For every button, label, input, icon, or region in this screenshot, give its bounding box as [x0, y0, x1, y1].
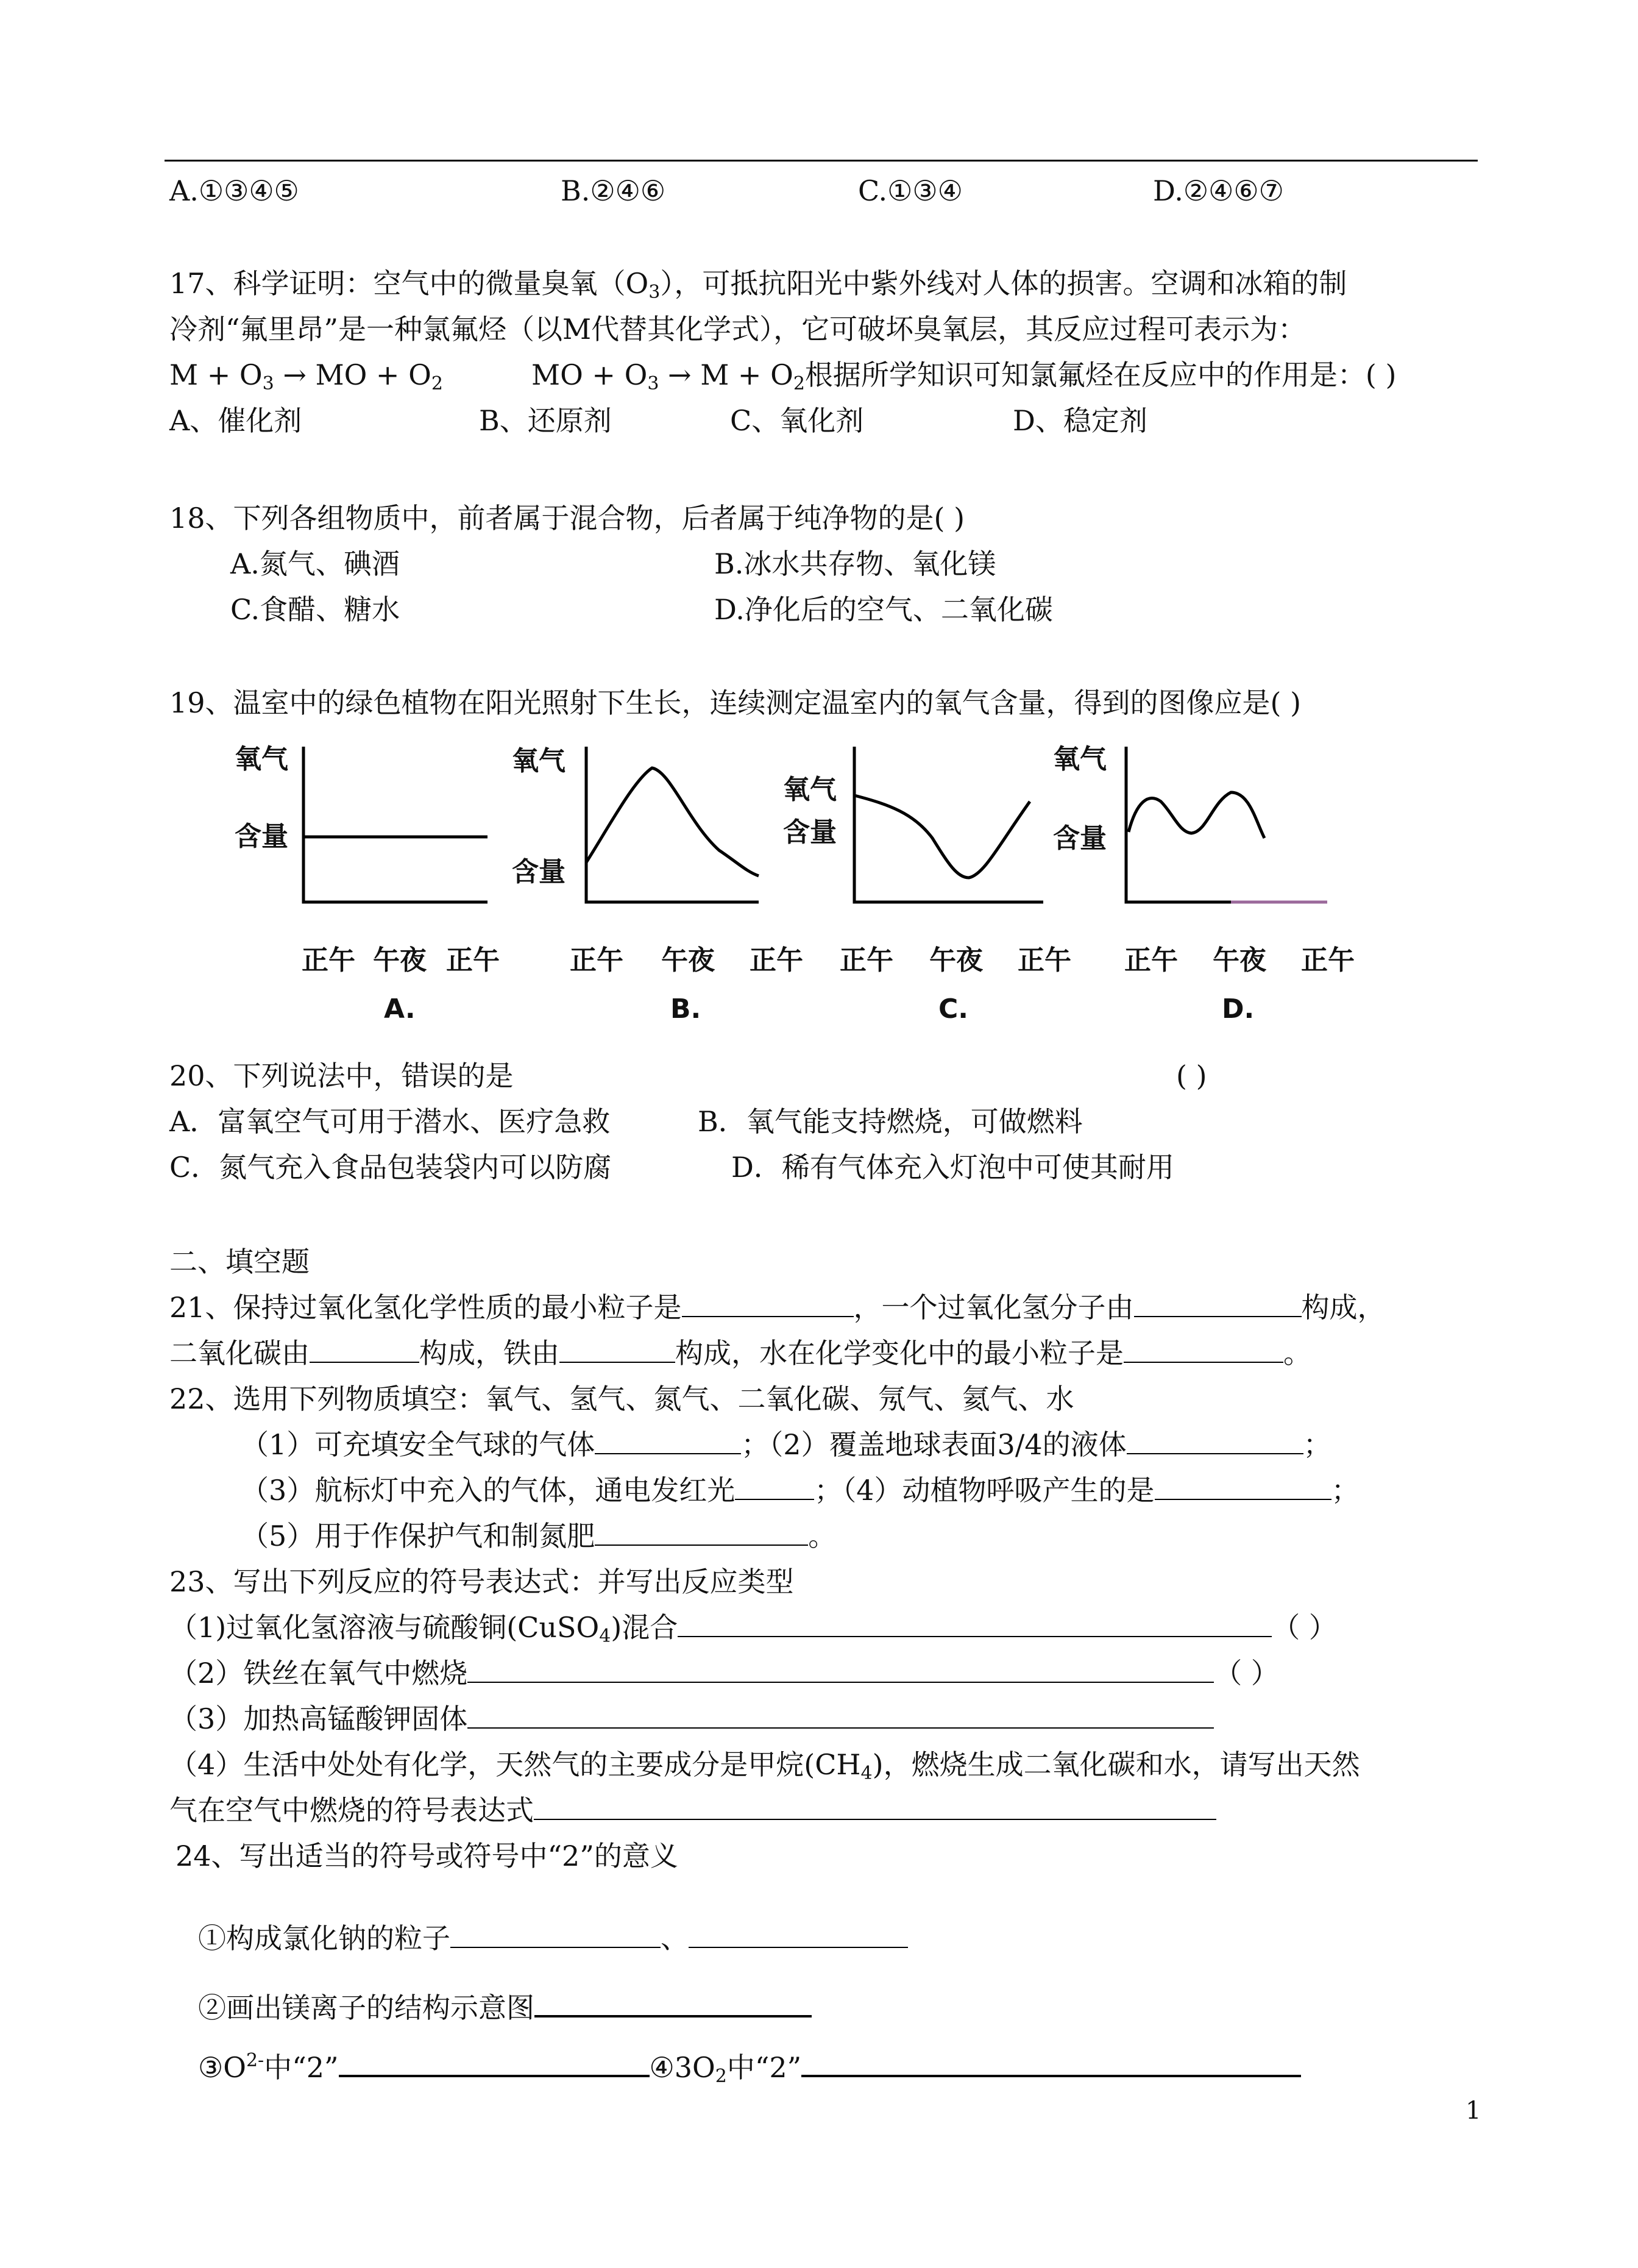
q17-equation-2: MO + $O_3 \to M + O_2$根据所学知识可知氯氟烃在反应中的作用是：( )	[531, 358, 1397, 394]
graph-d-x-label-3: 正午	[1301, 945, 1355, 976]
graph-c-x-label-1: 正午	[840, 945, 893, 976]
q21-blank-4[interactable]	[559, 1335, 675, 1363]
q17-equation-1: $M + O_3$ → MO + $O_2$	[169, 358, 443, 394]
q23-line4: （4）生活中处处有化学，天然气的主要成分是甲烷$(CH_4)$，燃烧生成二氧化碳和水，请写出天然	[169, 1748, 1360, 1784]
q17-line2: 冷剂“氟里昂”是一种氯氟烃（以M代替其化学式），它可破坏臭氧层，其反应过程可表示为：	[169, 313, 1306, 346]
q24-line2: ②画出镁离子的结构示意图	[198, 1988, 812, 2026]
graph-b	[512, 745, 803, 1021]
q17-line1: 17、科学证明：空气中的微量臭氧$(O_3)$，可抵抗阳光中紫外线对人体的损害。空调和冰箱的制	[169, 267, 1347, 303]
q21-blank-2[interactable]	[1134, 1289, 1302, 1317]
q24-line1: ①构成氯化钠的粒子 、	[198, 1920, 908, 1957]
q18-stem: 18、下列各组物质中，前者属于混合物，后者属于纯净物的是( )	[169, 502, 965, 535]
q23-blank-3[interactable]	[467, 1701, 1214, 1729]
q23-stem: 23、写出下列反应的符号表达式：并写出反应类型	[169, 1565, 794, 1598]
graph-c-curve	[854, 795, 1030, 878]
graph-b-y-label-bottom: 含量	[512, 856, 566, 887]
q22-blank-2[interactable]	[1127, 1426, 1303, 1454]
q21-blank-1[interactable]	[682, 1289, 854, 1317]
q22-line3: （5）用于作保护气和制氮肥 。	[241, 1518, 836, 1554]
q18-option-d: D.净化后的空气、二氧化碳	[714, 593, 1053, 626]
graph-c-y-label-bottom: 含量	[783, 817, 837, 848]
q24-blank-3[interactable]	[534, 1988, 812, 2017]
q22-stem: 22、选用下列物质填空：氧气、氢气、氮气、二氧化碳、氖气、氦气、水	[169, 1382, 1074, 1415]
q20-option-a: A．富氧空气可用于潜水、医疗急救	[169, 1105, 611, 1138]
graph-a-x-label-1: 正午	[302, 945, 355, 976]
q23-blank-1[interactable]	[678, 1609, 1272, 1637]
q22-blank-4[interactable]	[1155, 1472, 1331, 1500]
q24-blank-1[interactable]	[450, 1920, 661, 1948]
q20-stem: 20、下列说法中，错误的是	[169, 1059, 514, 1092]
q21-line2: 二氧化碳由 构成，铁由 构成，水在化学变化中的最小粒子是 。	[169, 1335, 1311, 1371]
graph-a-x-label-3: 正午	[446, 945, 500, 976]
q21-line1: 21、保持过氧化氢化学性质的最小粒子是 ，一个过氧化氢分子由 构成，	[169, 1289, 1386, 1326]
q22-blank-1[interactable]	[595, 1426, 741, 1454]
q17-option-d: D、稳定剂	[1013, 404, 1147, 437]
graph-c	[783, 747, 1071, 1021]
graph-d-x-label-1: 正午	[1124, 945, 1178, 976]
graph-d-y-label-top: 氧气	[1053, 744, 1107, 775]
q20-option-c: C．氮气充入食品包装袋内可以防腐	[169, 1151, 612, 1184]
q16-option-c: C.①③④	[858, 174, 963, 207]
q23-blank-4[interactable]	[534, 1792, 1216, 1820]
q22-line2: （3）航标灯中充入的气体，通电发红光 ；（4）动植物呼吸产生的是 ；	[241, 1472, 1360, 1509]
q24-stem: 24、写出适当的符号或符号中“2”的意义	[176, 1840, 678, 1872]
q24-line3: $③O^{2-}$中“2” $④3O_2$中“2”	[198, 2048, 1301, 2086]
graph-b-y-label-top: 氧气	[512, 745, 566, 777]
graph-b-x-label-1: 正午	[570, 945, 623, 976]
graph-b-axes	[586, 747, 759, 902]
q18-option-b: B.冰水共存物、氧化镁	[714, 547, 996, 580]
graph-b-x-label-3: 正午	[750, 945, 803, 976]
q16-option-d: D.②④⑥⑦	[1153, 174, 1284, 207]
graph-c-x-label-3: 正午	[1018, 945, 1071, 976]
q20-answer-paren: ( )	[1176, 1059, 1207, 1092]
graph-b-x-label-2: 午夜	[661, 945, 715, 976]
q24-blank-4[interactable]	[339, 2048, 650, 2077]
q23-line2: （2）铁丝在氧气中燃烧 （ ）	[169, 1655, 1279, 1691]
q17-option-c: C、氧化剂	[730, 404, 864, 437]
graph-c-caption: C.	[938, 994, 969, 1021]
q23-blank-2[interactable]	[467, 1655, 1214, 1683]
q17-option-b: B、还原剂	[479, 404, 612, 437]
graph-d-caption: D.	[1222, 994, 1255, 1021]
q23-line5: 气在空气中燃烧的符号表达式	[169, 1792, 1216, 1829]
q19-graphs	[207, 734, 1377, 1021]
q23-line3: （3）加热高锰酸钾固体	[169, 1701, 1214, 1737]
q22-line1: （1）可充填安全气球的气体 ；（2）覆盖地球表面3/4的液体 ；	[241, 1426, 1331, 1463]
graph-b-curve	[586, 768, 759, 876]
graph-a-x-label-2: 午夜	[373, 945, 427, 976]
graph-b-caption: B.	[670, 994, 701, 1021]
graph-d-x-label-2: 午夜	[1213, 945, 1266, 976]
graph-d-y-label-bottom: 含量	[1053, 823, 1107, 854]
q16-option-a: A.①③④⑤	[169, 174, 299, 207]
q19-stem: 19、温室中的绿色植物在阳光照射下生长，连续测定温室内的氧气含量，得到的图像应是( )	[169, 686, 1302, 719]
q18-option-a: A.氮气、碘酒	[230, 547, 400, 580]
q21-blank-5[interactable]	[1124, 1335, 1283, 1363]
q23-line1: （1)过氧化氢溶液与硫酸铜(CuSO$_4$)混合 （ ）	[169, 1609, 1337, 1646]
graph-c-x-label-2: 午夜	[929, 945, 983, 976]
graph-a-axes	[303, 747, 488, 902]
graph-a-y-label-top: 氧气	[235, 744, 288, 775]
graph-c-y-label-top: 氧气	[783, 774, 837, 805]
q22-blank-5[interactable]	[595, 1518, 808, 1546]
q24-blank-5[interactable]	[801, 2048, 1301, 2077]
q20-option-d: D．稀有气体充入灯泡中可使其耐用	[731, 1151, 1174, 1184]
graph-a	[235, 744, 500, 1021]
section-heading: 二、填空题	[169, 1245, 310, 1278]
q24-blank-2[interactable]	[689, 1920, 908, 1948]
graph-a-y-label-bottom: 含量	[235, 821, 288, 852]
q20-option-b: B．氧气能支持燃烧，可做燃料	[698, 1105, 1083, 1138]
q21-blank-3[interactable]	[310, 1335, 419, 1363]
graph-d-curve	[1129, 792, 1264, 838]
q18-option-c: C.食醋、糖水	[230, 593, 400, 626]
graph-d	[1053, 744, 1355, 1021]
q16-option-b: B.②④⑥	[561, 174, 666, 207]
header-rule	[165, 160, 1478, 162]
q22-blank-3[interactable]	[735, 1472, 814, 1500]
q17-option-a: A、催化剂	[169, 404, 302, 437]
page-number: 1	[1466, 2097, 1481, 2125]
graph-a-caption: A.	[384, 994, 416, 1021]
